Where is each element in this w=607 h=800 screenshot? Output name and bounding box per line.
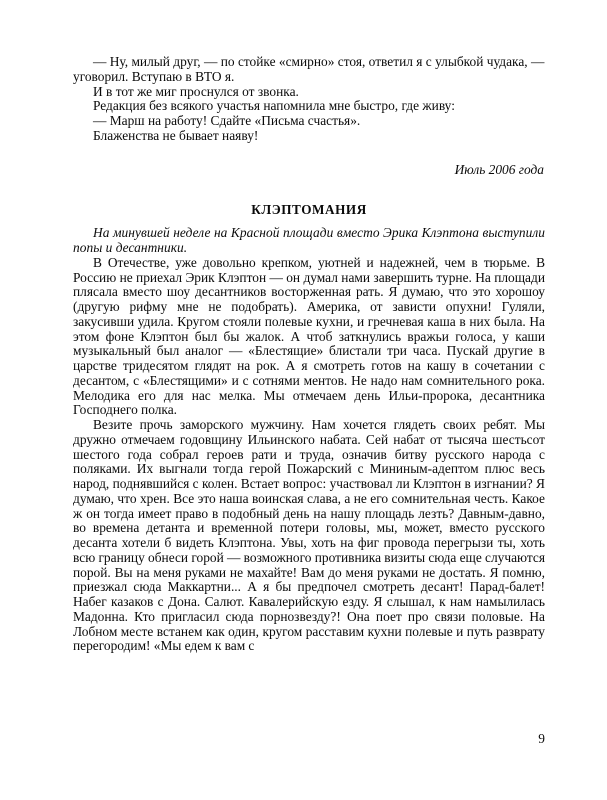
body-paragraph: Везите прочь заморского мужчину. Нам хочется глядеть своих ребят. Мы дружно отмечаем годовщину Ильинского набата. Сей набат от тысяча шестьсот шестого года собрал героев рати и труда, означив битву русского народа с поляками. Их выгнали тогда герой Пожарский с Мининым-адептом плюс весь народ, поднявшийся с колен. Встает вопрос: участвовал ли Клэптон в изгнании? Я думаю, что хрен. Все это наша воинская слава, а не его сомнительная честь. Какое ж он тогда имеет право в подобный день на нашу площадь лезть? Давным-давно, во времена детанта и временной потери головы, мы, может, вместо русского десанта хотели б видеть Клэптона. Увы, хоть на фиг провода перегрызи ты, хоть всю границу обнеси горой — возможного противника визиты сюда еще случаются порой. Вы на меня руками не махайте! Вам до меня руками не достать. Я помню, приезжал сюда Маккартни... А я бы предпочел смотреть десант! Парад-балет! Набег казаков с Дона. Салют. Кавалерийскую езду. Я слышал, к нам намылилась Мадонна. Кто пригласил сюда порнозвезду?! Она поет про связи половые. На Лобном месте встанем как один, кругом расставим кухни полевые и путь разврату перегородим! «Мы едем к вам с [73, 417, 545, 654]
verse-line: — Марш на работу! Сдайте «Письма счастья». [93, 113, 361, 128]
body-paragraph: В Отечестве, уже довольно крепком, уютней и надежней, чем в тюрьме. В Россию не приехал Эрик Клэптон — он думал нами завершить турне. На площади плясала вместо шоу десантников восторженная рать. Я думаю, что это хорошоу (другую рифму мне не подобрать). Америка, от зависти опухни! Гуляли, закусивши удила. Кругом стояли полевые кухни, и гречневая каша в них была. На этом фоне Клэптон был бы жалок. А чтоб заткнулись вражьи голоса, у каши музыкальный был аналог — «Блестящие» блистали три часа. Пускай другие в царстве тридесятом глядят на рок. А я смотреть готов на кашу в сочетании с десантом, с «Блестящими» и с сотнями ментов. Не надо нам сомнительного рока. Мелодика его для нас мелка. Мы отмечаем день Ильи-пророка, десантника Господнего полка. [73, 254, 545, 418]
chapter-body [73, 256, 545, 654]
verse-line: Редакция без всякого участья напомнила мне быстро, где живу: [93, 98, 455, 114]
dateline: Июль 2006 года [454, 161, 544, 177]
verse-line: И в тот же миг проснулся от звонка. [93, 83, 299, 99]
chapter-lead: На минувшей неделе на Красной площади вместо Эрика Клэптона выступили попы и десантники. [73, 225, 545, 255]
verse-line: Блаженства не бывает наяву! [93, 127, 259, 143]
chapter-title: КЛЭПТОМАНИЯ [251, 202, 367, 218]
verse-excerpt [73, 55, 545, 144]
page-number: 9 [538, 731, 545, 746]
text-column [73, 55, 545, 654]
verse-line: — Ну, милый друг, — по стойке «смирно» стоя, ответил я с улыбкой чудака, — уговорил. Вступаю в ВТО я. [73, 54, 545, 84]
